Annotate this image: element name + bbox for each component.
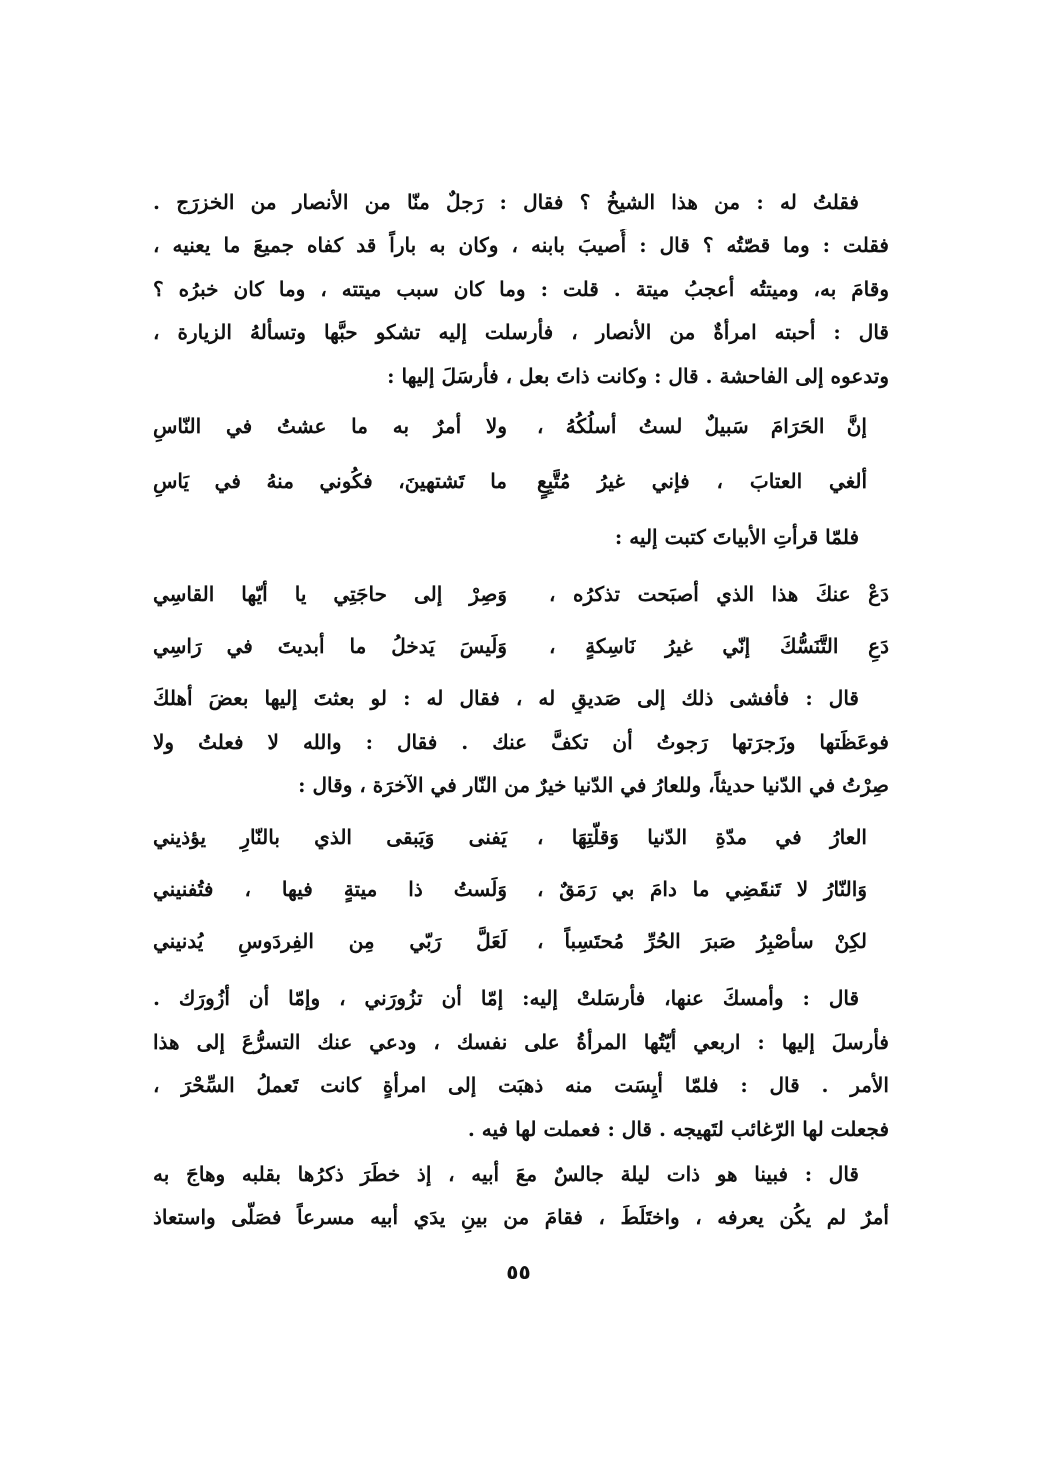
verse-first-hemistich: ألغي العتابَ ، فإني غيرُ مُتَّبِعٍ <box>537 469 867 493</box>
paragraph-line: صِرْتُ في الدّنيا حديثاً، وللعارُ في الدّنيا خيرٌ من النّار في الآخرَة ، وقال : <box>298 773 889 797</box>
verse <box>153 630 889 662</box>
paragraph-line: فقلتُ له : من هذا الشيخُ ؟ فقال : رَجلٌ منّا من الأنصار من الخزرَج . <box>153 190 859 214</box>
verse-second-hemistich: لَعَلَّ رَبّي مِن الفِردَوسِ يُدنيني <box>153 929 507 953</box>
page-body <box>153 0 889 1477</box>
paragraph-line: وتدعوه إلى الفاحشة . قال : وكانت ذاتَ بعل ، فأرسَلَ إليها : <box>387 364 889 388</box>
verse-first-hemistich: دَعِ التَّنَسُّكَ إنّي غيرُ نَاسِكةٍ ، <box>549 634 889 658</box>
paragraph-line: قال : فبينا هو ذات ليلة جالسٌ معَ أبيه ، إذ خطَرَ ذكرُها بقلبه وهاجَ به <box>153 1162 859 1186</box>
paragraph-line: أمرٌ لم يكُن يعرفه ، واختَلَطَ ، فقامَ من بينِ يدَي أبيه مسرعاً فصَلّى واستعاذ <box>153 1205 889 1229</box>
verse <box>153 465 867 497</box>
paragraph-line: قال : أحبته امرأةٌ من الأنصار ، فأرسلت إليه تشكو حبَّها وتسألهُ الزيارة ، <box>153 320 889 344</box>
verse <box>153 925 867 957</box>
verse-first-hemistich: دَعْ عنكَ هذا الذي أصبَحت تذكرُه ، <box>549 582 889 606</box>
verse-second-hemistich: وَلَستُ ذا ميتةٍ فيها ، فتُفنيني <box>153 877 507 901</box>
paragraph-line: فجعلت لها الرّغائب لتَهيجه . قال : فعملت لها فيه . <box>467 1117 889 1141</box>
verse-second-hemistich: ما تَشتهينَ، فكُوني منهُ في يَاسِ <box>153 469 507 493</box>
verse-first-hemistich: إنَّ الحَرَامَ سَبيلٌ لستُ أسلُكُهُ ، <box>537 414 867 438</box>
paragraph-line: الأمر . قال : فلمّا أيِسَت منه ذهبَت إلى امرأةٍ كانت تَعملُ السِّحْرَ ، <box>153 1073 889 1097</box>
paragraph-line: فلمّا قرأتِ الأبياتَ كتبت إليه : <box>614 525 859 549</box>
verse <box>153 873 867 905</box>
verse-second-hemistich: وَلَيسَ يَدخلُ ما أبديتَ في رَاسِي <box>153 634 507 658</box>
verse <box>153 410 867 442</box>
verse-first-hemistich: وَالنّارُ لا تَنقَضِي ما دامَ بي رَمَقٌ ، <box>537 877 867 901</box>
paragraph-line: قال : فأفشى ذلك إلى صَديقٍ له ، فقال له : لو بعثتَ إليها بعضَ أهلكَ <box>153 686 859 710</box>
verse-second-hemistich: وَصِرْ إلى حاجَتِي يا أيّها القاسِي <box>153 582 507 606</box>
paragraph-line: فأرسلَ إليها : اربعي أيّتُها المرأةُ على نفسك ، ودعي عنك التسرُّعَ إلى هذا <box>153 1030 889 1054</box>
verse-first-hemistich: لكِنْ سأصْبِرُ صَبرَ الحُرِّ مُحتَسِباً ، <box>537 929 867 953</box>
paragraph-line: قال : وأمسكَ عنها، فأرسَلتْ إليه: إمّا أن تزُورَني ، وإمّا أن أزُورَك . <box>153 986 859 1010</box>
verse-first-hemistich: العارُ في مدّةِ الدّنيا وَقلّتِهَا ، <box>537 825 867 849</box>
paragraph-line: فقلت : وما قصّتُه ؟ قال : أُصيبَ بابنه ، وكان به باراً قد كفاه جميعَ ما يعنيه ، <box>153 233 889 257</box>
verse <box>153 821 867 853</box>
verse-second-hemistich: يَفنى وَيَبقى الذي بالنّارِ يؤذيني <box>153 825 507 849</box>
verse <box>153 578 889 610</box>
paragraph-line: وقامَ به، وميتتُه أعجبُ ميتة . قلت : وما كان سبب ميتته ، وما كان خبرُه ؟ <box>153 277 889 301</box>
page-number: ٥٥ <box>506 1260 531 1284</box>
verse-second-hemistich: ولا أمرٌ به ما عشتُ في النّاسِ <box>153 414 507 438</box>
paragraph-line: فوعَظَتها وزَجرَتها رَجوتُ أن تكفَّ عنك . فقال : والله لا فعلتُ ولا <box>153 730 889 754</box>
